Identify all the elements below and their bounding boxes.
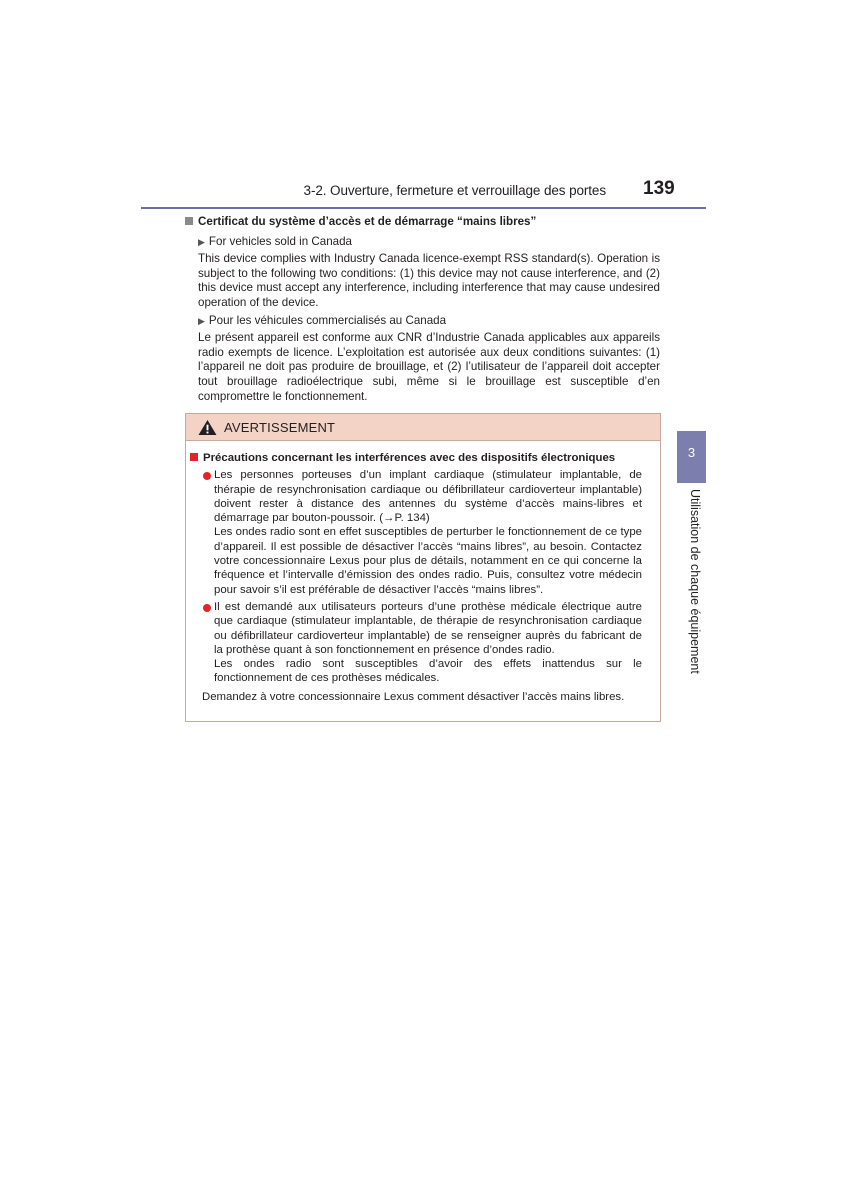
certificate-section: [185, 215, 660, 407]
section-title: Certificat du système d’accès et de démarrage “mains libres”: [185, 215, 660, 230]
warning-label: AVERTISSEMENT: [224, 419, 336, 435]
french-paragraph: Le présent appareil est conforme aux CNR d’Industrie Canada applicables aux appareils radio exempts de licence. L’exploitation est autorisée aux deux conditions suivantes: (1) l’appareil ne doit pas produire de brouillage, et (2) l’utilisateur de l’appareil doit accepter tout brouillage radioélectrique subi, même si le brouillage est susceptible d’en compromettre le fonctionnement.: [198, 331, 660, 403]
red-bullet-icon: [203, 604, 211, 612]
bullet-text: Les personnes porteuses d’un implant cardiaque (stimulateur implantable, de thérapie de resynchronisation cardiaque ou défibrillateur cardioverteur implantable) doivent rester à distance des antennes du système d’accès mains-libres et démarrage par bouton-poussoir. (→P. 134): [214, 469, 642, 525]
warning-bullet: [190, 468, 642, 597]
french-subheading: ▶ Pour les véhicules commercialisés au Canada: [198, 313, 447, 327]
warning-box: [185, 413, 661, 722]
bullet-text: Il est demandé aux utilisateurs porteurs d’une prothèse médicale électrique autre que cardiaque (stimulateur implantable, de thérapie de resynchronisation cardiaque ou défibrillateur cardioverteur implantable) de se renseigner auprès du fabricant de la prothèse quant à son fonctionnement en présence d’ondes radio.: [214, 600, 642, 656]
english-subheading: ▶ For vehicles sold in Canada: [198, 234, 352, 248]
warning-body: [186, 441, 660, 704]
triangle-right-icon: ▶: [198, 236, 205, 247]
english-paragraph: This device complies with Industry Canada licence-exempt RSS standard(s). Operation is subject to the following two conditions: (1) this device may not cause interference, and (2) this device must accept any interference, including interference that may cause undesired operation of the device.: [198, 252, 660, 309]
triangle-right-icon: ▶: [198, 315, 205, 326]
warning-title: Précautions concernant les interférences avec des dispositifs électroniques: [190, 451, 642, 465]
running-header: 3-2. Ouverture, fermeture et verrouillage des portes: [303, 183, 606, 198]
bullet-continuation: Les ondes radio sont susceptibles d’avoir des effets inattendus sur le fonctionnement de ces prothèses médicales.: [214, 658, 642, 685]
red-square-icon: [190, 453, 198, 461]
warning-triangle-icon: [198, 419, 217, 436]
page-number: 139: [643, 178, 675, 199]
chapter-tab: 3: [677, 431, 706, 483]
warning-closing: Demandez à votre concessionnaire Lexus comment désactiver l’accès mains libres.: [202, 690, 625, 703]
warning-bullet: [190, 600, 642, 686]
gray-square-icon: [185, 217, 193, 225]
red-bullet-icon: [203, 472, 211, 480]
header-divider: [141, 207, 706, 209]
warning-header: [186, 414, 660, 441]
chapter-label: Utilisation de chaque équipement: [688, 489, 702, 674]
bullet-continuation: Les ondes radio sont en effet susceptibles de perturber le fonctionnement de ce type d’appareil. Il est possible de désactiver l’accès “mains libres”, au besoin. Contactez votre concessionnaire Lexus pour plus de détails, notamment en ce qui concerne la fréquence et l’intervalle d’émission des ondes radio. Puis, consultez votre médecin pour savoir s’il est préférable de désactiver l’accès “mains libres”.: [214, 526, 642, 596]
